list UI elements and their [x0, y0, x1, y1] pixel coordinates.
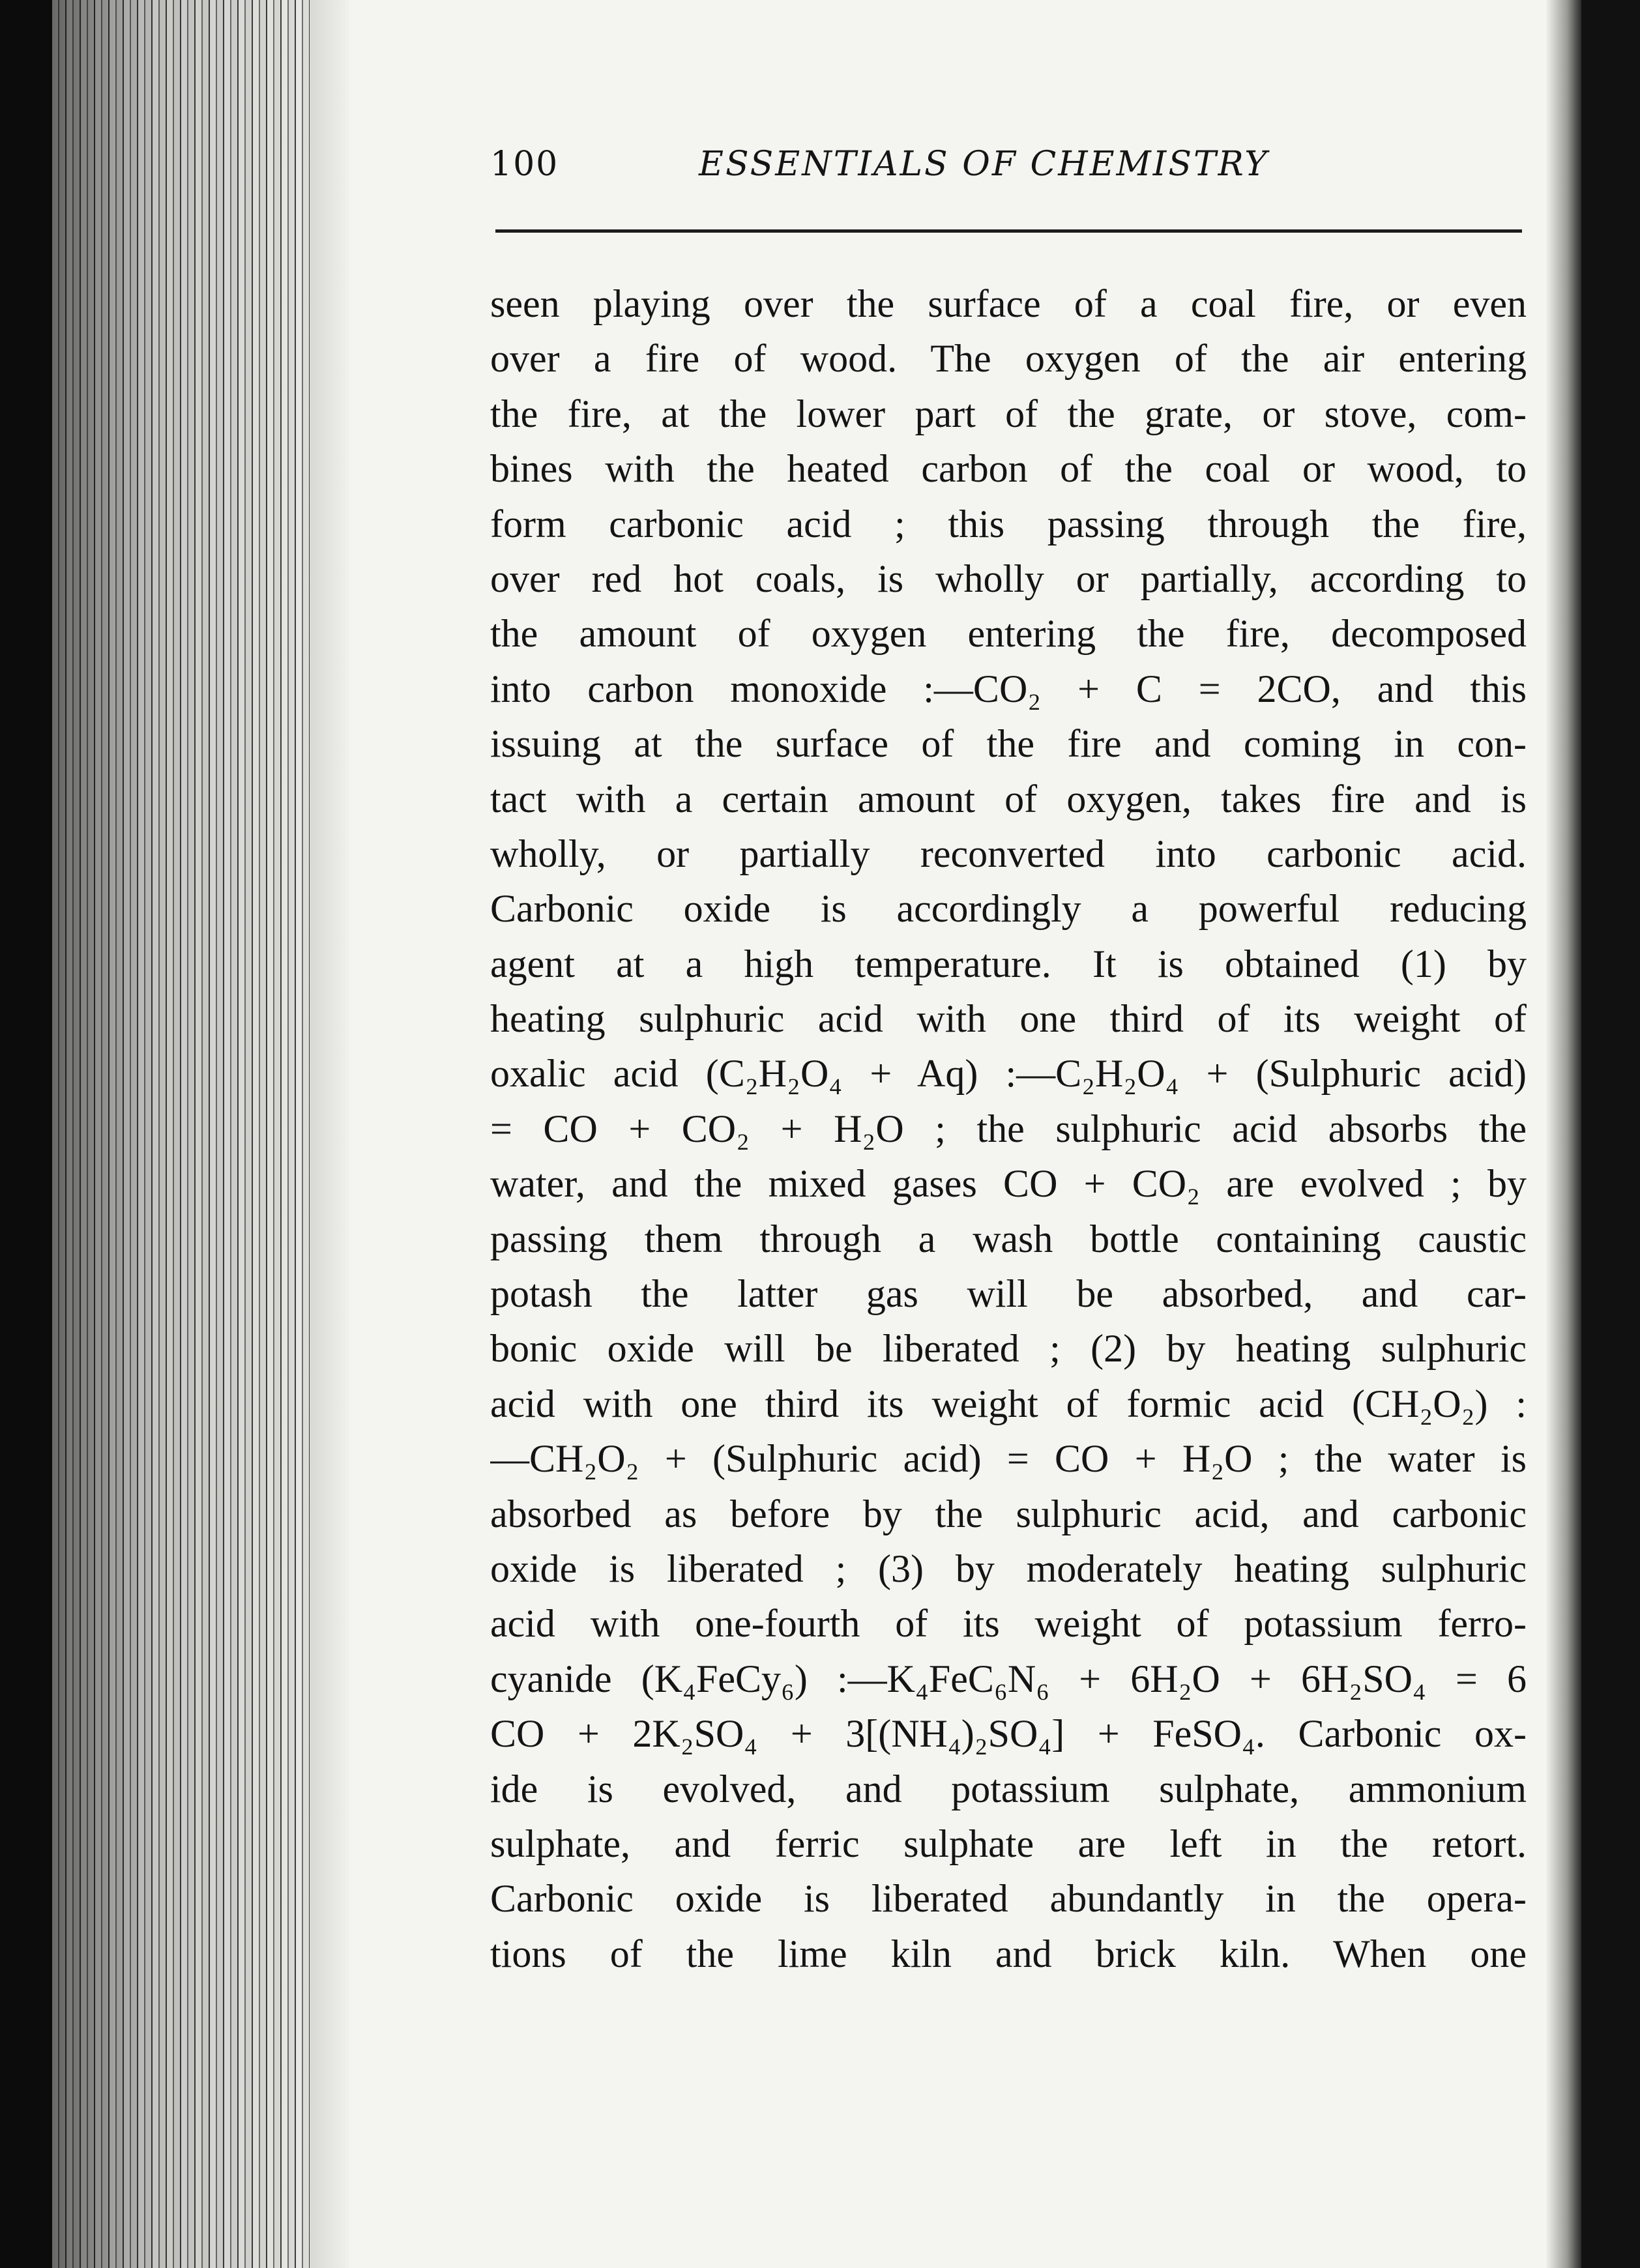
text-line: wholly, or partially reconverted into carbonic acid.: [490, 832, 1527, 875]
text-line: seen playing over the surface of a coal fire, or even: [490, 282, 1527, 325]
scan-left-border: [0, 0, 52, 2268]
text-line: water, and the mixed gases CO + CO₂ are evolved ; by: [490, 1162, 1527, 1206]
text-line: agent at a high temperature. It is obtained (1) by: [490, 942, 1527, 985]
text-line: bonic oxide will be liberated ; (2) by heating sulphuric: [490, 1327, 1527, 1371]
scan-right-border: [1581, 0, 1640, 2268]
text-line: cyanide (K₄FeCy₆) :—K₄FeC₆N₆ + 6H₂O + 6H₂SO₄ = 6: [490, 1657, 1527, 1700]
text-line: tact with a certain amount of oxygen, takes fire and is: [490, 777, 1527, 821]
text-line: into carbon monoxide :—CO₂ + C = 2CO, and this: [490, 667, 1527, 710]
running-head: [490, 145, 1520, 197]
text-line: —CH₂O₂ + (Sulphuric acid) = CO + H₂O ; the water is: [490, 1437, 1527, 1481]
text-line: issuing at the surface of the fire and coming in con-: [490, 722, 1527, 766]
text-line: heating sulphuric acid with one third of its weight of: [490, 997, 1527, 1041]
text-line: acid with one third its weight of formic acid (CH₂O₂) :: [490, 1382, 1527, 1425]
page-gutter: [310, 0, 349, 2268]
text-line: = CO + CO₂ + H₂O ; the sulphuric acid absorbs the: [490, 1107, 1527, 1150]
running-title: ESSENTIALS OF CHEMISTRY: [699, 145, 1269, 184]
right-page-curve: [1545, 0, 1581, 2268]
header-rule: [495, 229, 1522, 233]
text-line: acid with one-fourth of its weight of potassium ferro-: [490, 1602, 1527, 1646]
text-line: oxide is liberated ; (3) by moderately heating sulphuric: [490, 1547, 1527, 1590]
text-line: over red hot coals, is wholly or partially, according to: [490, 557, 1527, 600]
text-line: passing them through a wash bottle containing caustic: [490, 1217, 1527, 1260]
text-line: ide is evolved, and potassium sulphate, ammonium: [490, 1767, 1527, 1810]
text-line: form carbonic acid ; this passing through the fire,: [490, 502, 1527, 545]
text-line: over a fire of wood. The oxygen of the air entering: [490, 337, 1527, 381]
page-edges-shadow: [52, 0, 310, 2268]
text-line: Carbonic oxide is liberated abundantly in the opera-: [490, 1877, 1527, 1921]
text-line: bines with the heated carbon of the coal or wood, to: [490, 447, 1527, 491]
text-line: potash the latter gas will be absorbed, and car-: [490, 1272, 1527, 1316]
text-line: the fire, at the lower part of the grate, or stove, com-: [490, 392, 1527, 435]
text-line: oxalic acid (C₂H₂O₄ + Aq) :—C₂H₂O₄ + (Sulphuric acid): [490, 1052, 1527, 1096]
text-line: Carbonic oxide is accordingly a powerful reducing: [490, 887, 1527, 931]
body-text: [490, 276, 1527, 1981]
page-number: 100: [490, 145, 559, 184]
text-line: absorbed as before by the sulphuric acid, and carbonic: [490, 1492, 1527, 1535]
text-line: sulphate, and ferric sulphate are left in the retort.: [490, 1822, 1527, 1865]
text-line: the amount of oxygen entering the fire, decomposed: [490, 612, 1527, 656]
text-line: CO + 2K₂SO₄ + 3[(NH₄)₂SO₄] + FeSO₄. Carbonic ox-: [490, 1712, 1527, 1756]
text-line: tions of the lime kiln and brick kiln. When one: [490, 1932, 1527, 1975]
